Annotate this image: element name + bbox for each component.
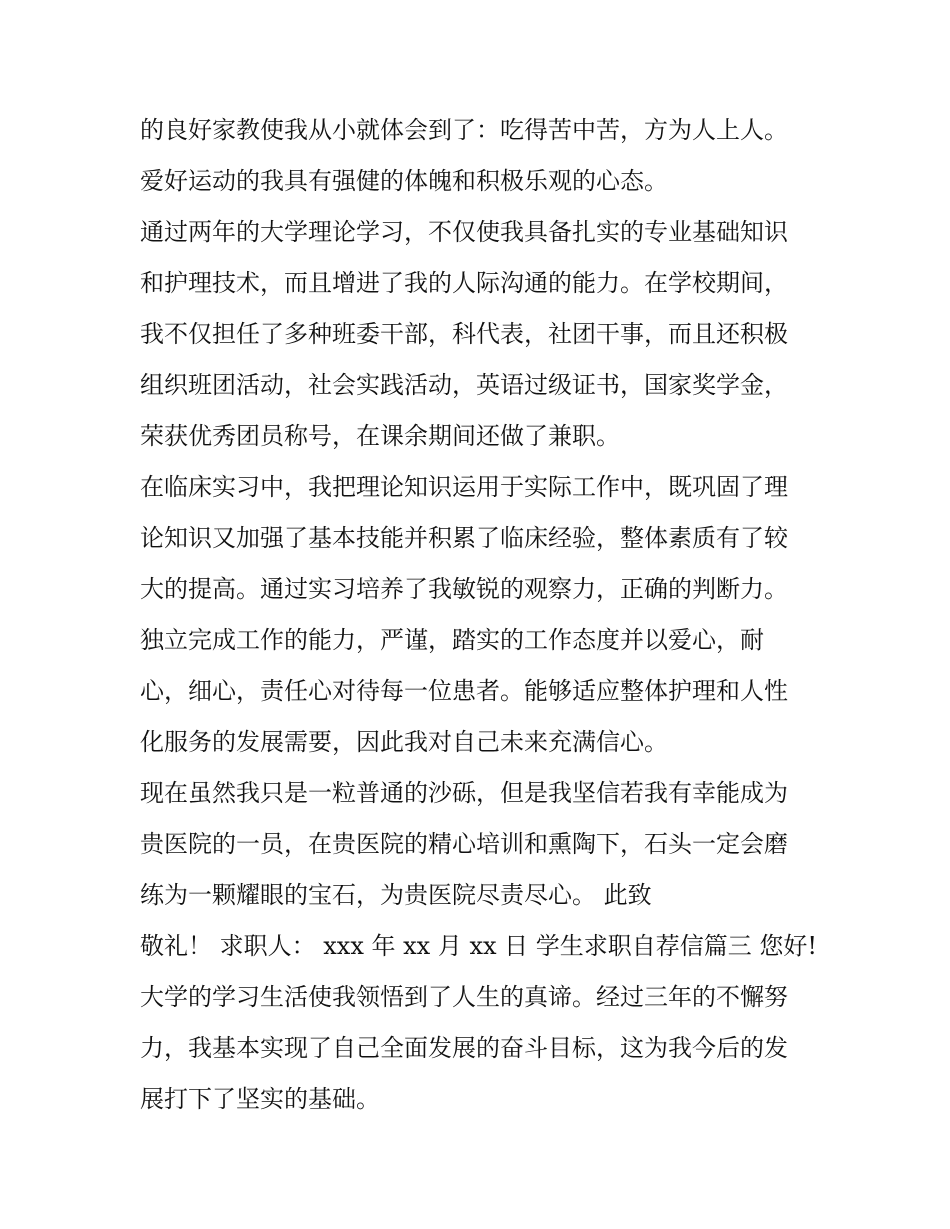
text-line: 展打下了坚实的基础。 <box>140 1085 380 1113</box>
text-line: 的良好家教使我从小就体会到了：吃得苦中苦，方为人上人。 <box>140 116 788 144</box>
text-line: 贵医院的一员，在贵医院的精心培训和熏陶下，石头一定会磨 <box>140 830 788 858</box>
text-line: 独立完成工作的能力，严谨，踏实的工作态度并以爱心，耐 <box>140 626 764 654</box>
document-body <box>140 105 820 1125</box>
text-line: 大的提高。通过实习培养了我敏锐的观察力，正确的判断力。 <box>140 575 788 603</box>
text-line: 和护理技术，而且增进了我的人际沟通的能力。在学校期间， <box>140 269 788 297</box>
text-line: 我不仅担任了多种班委干部，科代表，社团干事，而且还积极 <box>140 320 788 348</box>
text-line: 论知识又加强了基本技能并积累了临床经验，整体素质有了较 <box>140 524 788 552</box>
text-line: 组织班团活动，社会实践活动，英语过级证书，国家奖学金， <box>140 371 788 399</box>
text-line: 敬礼！ 求职人： xxx 年 xx 月 xx 日 学生求职自荐信篇三 您好! <box>140 932 818 960</box>
text-line: 现在虽然我只是一粒普通的沙砾，但是我坚信若我有幸能成为 <box>140 779 788 807</box>
text-line: 在临床实习中，我把理论知识运用于实际工作中，既巩固了理 <box>140 473 788 501</box>
text-line: 大学的学习生活使我领悟到了人生的真谛。经过三年的不懈努 <box>140 983 788 1011</box>
text-line: 练为一颗耀眼的宝石，为贵医院尽责尽心。 此致 <box>140 881 652 909</box>
text-line: 化服务的发展需要，因此我对自己未来充满信心。 <box>140 728 668 756</box>
text-line: 心，细心，责任心对待每一位患者。能够适应整体护理和人性 <box>140 677 788 705</box>
text-line: 力，我基本实现了自己全面发展的奋斗目标，这为我今后的发 <box>140 1034 788 1062</box>
text-line: 荣获优秀团员称号，在课余期间还做了兼职。 <box>140 422 620 450</box>
text-line: 通过两年的大学理论学习，不仅使我具备扎实的专业基础知识 <box>140 218 788 246</box>
text-line: 爱好运动的我具有强健的体魄和积极乐观的心态。 <box>140 167 668 195</box>
